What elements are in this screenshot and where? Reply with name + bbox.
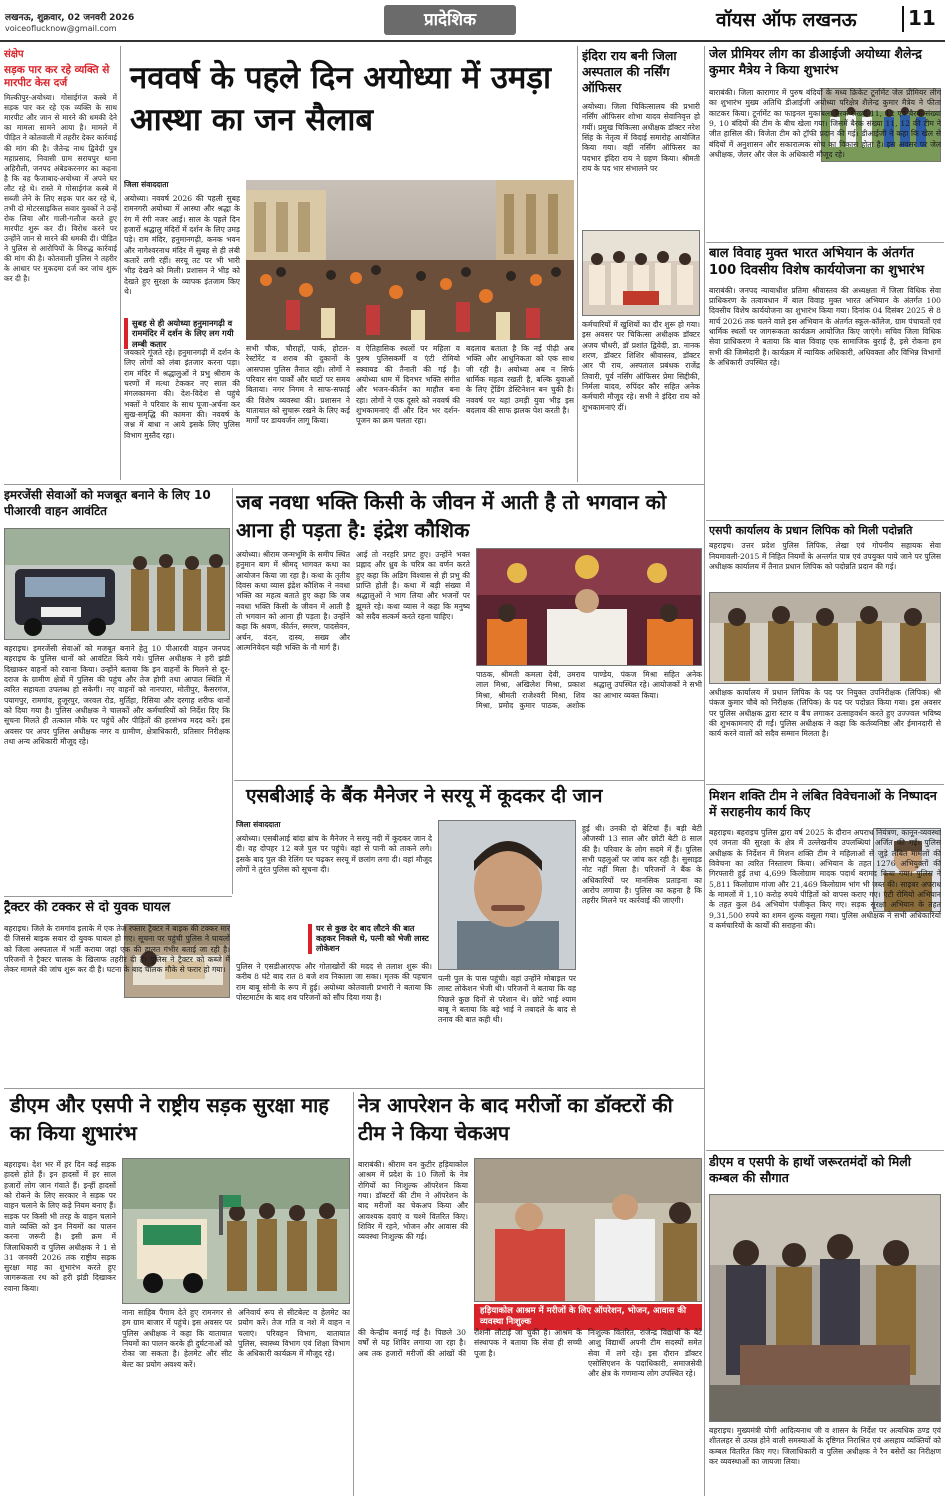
sp-office-body-2: अधीक्षक कार्यालय में प्रधान लिपिक के पद पर नियुक्त उपनिरीक्षक (लिपिक) श्री पंकज कुमार चौबे को निरीक्षक (लिपिक) के पद पर पदोन्नत किया गया। इस अवसर पर पुलिस अधीक्षक द्वारा स्टार व बैच लगाकर उत्साहवर्धन करते हुए उज्ज्वल भविष्य की शुभकामनाएं दी गईं। पुलिस अधीक्षक ने कहा कि कर्तव्यनिष्ठा और ईमानदारी से कार्य करने वालों को सदैव सम्मान मिलता है। xyxy=(709,688,941,739)
mission-body: बहराइच। बहराइच पुलिस द्वारा वर्ष 2025 के दौरान अपराध नियंत्रण, कानून-व्यवस्था एवं जनता की सुरक्षा के क्षेत्र में उल्लेखनीय उपलब्धियां अर्जित की गईं। पुलिस अधीक्षक के निर्देशन में मिशन शक्ति टीम ने महिलाओं से जुड़े लंबित मामलों की विवेचना का त्वरित निस्तारण किया। अभियान के तहत 1276 अभियुक्तों की गिरफ्तारी हुई तथा 4,699 किलोग्राम मादक पदार्थ बरामद किया गया। पुलिस ने 5,811 किलोग्राम गांजा और 21,469 किलोग्राम भांग भी जब्त की। साइबर अपराध के मामलों में 1,10 करोड़ रुपये पीड़ितों को वापस कराए गए। एंटी रोमियो अभियान के तहत कुल 84 अभियोग पंजीकृत किए गए। सड़क सुरक्षा अभियान के तहत 9,31,500 रुपये का शमन शुल्क वसूला गया। पुलिस अधीक्षक ने सभी अधिकारियों व कर्मचारियों के कार्यों की सराहना की। xyxy=(709,828,941,930)
jail-story xyxy=(709,46,941,240)
lead-body-4: व ऐतिहासिक स्थलों पर महिला व पुरुष पुलिसकर्मी व एंटी रोमियो स्क्वायड की तैनाती की गई है। अयोध्या धाम में दिनभर भक्ति संगीत और भजन-कीर्तन का माहौल बना रहा। लोगों ने एक दूसरे को नववर्ष की शुभकामनाएं दीं और दिन भर दर्शन-पूजन का क्रम चलता रहा। xyxy=(356,344,460,426)
road-safety-body-2: नाना साहिब पैगाम देते हुए रामनगर से हम ग्राम बाजार में पहुंचे। इस अवसर पर पुलिस अधीक्षक ने कहा कि यातायात नियमों का पालन करके ही दुर्घटनाओं को रोका जा सकता है। हेलमेट और सीट बेल्ट का प्रयोग अवश्य करें। xyxy=(122,1308,232,1369)
indira-story xyxy=(582,46,700,482)
brand-name: वॉयस ऑफ लखनऊ xyxy=(716,9,857,31)
blanket-story xyxy=(709,1154,941,1496)
tractor-headline: ट्रैक्टर की टक्कर से दो युवक घायल xyxy=(4,900,171,915)
indresh-body-2: आई तो नरहरि प्रगट हुए। उन्होंने भक्त प्रह्लाद और ध्रुव के चरित्र का वर्णन करते हुए कहा कि अडिग विश्वास से ही प्रभु की प्राप्ति होती है। कथा में बड़ी संख्या में श्रद्धालुओं ने भाग लिया और भजनों पर झूमते रहे। कथा व्यास ने कहा कि मनुष्य को सदैव सत्कर्म करते रहना चाहिए। xyxy=(356,550,470,621)
blanket-illustration xyxy=(710,1195,941,1422)
row-rule xyxy=(4,1088,704,1089)
issue-date: लखनऊ, शुक्रवार, 02 जनवरी 2026 xyxy=(5,13,135,23)
eye-camp-headline: नेत्र आपरेशन के बाद मरीजों का डॉक्टरों की टीम ने किया चेकअप xyxy=(358,1093,673,1145)
row-rule xyxy=(706,520,944,521)
flagoff-photo xyxy=(122,1158,350,1304)
header-bar xyxy=(0,0,945,42)
row-rule xyxy=(234,780,704,781)
eye-camp-body-3: निःशुल्क वितरित, राजेन्द्र विद्यार्थी के बेटे आशु विद्यार्थी अपनी टीम सदस्यों समेत सेवा में लगे रहे। इस दौरान डॉक्टर एसोसिएशन के पदाधिकारी, समाजसेवी और क्षेत्र के गणमान्य लोग उपस्थित रहे। xyxy=(588,1328,702,1379)
row-rule xyxy=(4,896,232,897)
lead-body-1: अयोध्या। नववर्ष 2026 की पहली सुबह रामनगरी अयोध्या में आस्था और श्रद्धा के रंग में रंगी नजर आई। साल के पहले दिन हजारों श्रद्धालु मंदिरों में दर्शन के लिए उमड़ पड़े। राम मंदिर, हनुमानगढ़ी, कनक भवन और नागेश्वरनाथ मंदिर में सुबह से ही लंबी कतारें लगी रहीं। सरयू तट पर भी भारी भीड़ देखने को मिली। प्रशासन ने भीड़ को देखते हुए सुरक्षा के व्यापक इंतजाम किए थे। xyxy=(124,194,240,296)
balvivah-headline: बाल विवाह मुक्त भारत अभियान के अंतर्गत 100 दिवसीय विशेष कार्ययोजना का शुभारंभ xyxy=(709,246,925,278)
promotion-photo xyxy=(709,592,941,684)
section-tab xyxy=(384,5,516,35)
lead-story xyxy=(124,46,574,482)
lead-body-5: बदलाव बताता है कि नई पीढ़ी अब भक्ति और आधुनिकता को एक साथ जी रही है। अयोध्या अब न सिर्फ धार्मिक महत्व रखती है, बल्कि युवाओं के लिए ट्रेंडिंग डेस्टिनेशन बन चुकी है। नववर्ष पर यहां उमड़ी युवा भीड़ इस बदलाव की साफ झलक पेश करती है। xyxy=(466,344,574,415)
road-safety-story xyxy=(4,1092,350,1496)
eye-checkup-photo xyxy=(474,1158,702,1302)
promotion-illustration xyxy=(710,593,941,684)
sbi-byline: जिला संवाददाता xyxy=(236,820,281,829)
eye-camp-body-1: बाराबंकी। श्रीराम वन कुटीर हड़ियाकोल आश्रम में प्रदेश के 10 जिलों के नेत्र रोगियों का निःशुल्क ऑपरेशन किया गया। डॉक्टरों की टीम ने ऑपरेशन के बाद मरीजों का चेकअप किया और आवश्यक दवाएं व चश्मे वितरित किए। शिविर में रहने, भोजन और आवास की व्यवस्था निःशुल्क की गई। xyxy=(358,1160,468,1242)
flagoff-illustration xyxy=(123,1159,350,1304)
sbi-body-4: हुई थी। उनकी दो बेटियां हैं। बड़ी बेटी औजस्वी 13 साल और छोटी बेटी 8 साल की है। परिवार के लोग सदमे में हैं। पुलिस सभी पहलुओं पर जांच कर रही है। सुसाइड नोट नहीं मिला है। परिजनों ने बैंक के अधिकारियों पर मानसिक प्रताड़ना का आरोप लगाया है। पुलिस का कहना है कि तहरीर मिलने पर कार्रवाई की जाएगी। xyxy=(582,824,702,906)
indresh-story xyxy=(236,488,702,778)
column-rule xyxy=(577,46,578,482)
eye-camp-story xyxy=(358,1092,702,1496)
sbi-body-2: पुलिस ने एसडीआरएफ और गोताखोरों की मदद से तलाश शुरू की। करीब 8 घंटे बाद रात 8 बजे शव निकाला जा सका। मृतक की पहचान राम बाबू सोनी के रूप में हुई। अयोध्या कोतवाली प्रभारी ने बताया कि पोस्टमार्टम के बाद शव परिजनों को सौंप दिया गया है। xyxy=(236,962,432,1002)
indira-headline: इंदिरा राय बनी जिला अस्पताल की नर्सिंग ऑफिसर xyxy=(582,48,677,95)
sbi-body-3: पत्नी पुल के पास पहुंची। वहां उन्होंने मोबाइल पर लास्ट लोकेशन भेजी थी। परिजनों ने बताया कि वह पिछले कुछ दिनों से परेशान थे। छोटे भाई श्याम बाबू ने बताया कि बड़े भाई ने तबादले के बाद से तनाव की बात कही थी। xyxy=(438,974,576,1025)
blanket-body: बहराइच। मुख्यमंत्री योगी आदित्यनाथ जी व शासन के निर्देश पर अत्यधिक ठण्ड एवं शीतलहर से उत्पन्न होने वाली समस्याओं के दृष्टिगत निराश्रित एवं असहाय व्यक्तियों को कम्बल वितरित किए गए। जिलाधिकारी व पुलिस अधीक्षक ने रैन बसेरों का निरीक्षण कर व्यवस्थाओं का जायजा लिया। xyxy=(709,1426,941,1466)
emergency-headline: इमरजेंसी सेवाओं को मजबूत बनाने के लिए 10 पीआरवी वाहन आवंटित xyxy=(4,488,211,518)
ayodhya-crowd-photo xyxy=(246,180,574,340)
police-vehicles-photo xyxy=(4,528,230,640)
road-safety-headline: डीएम और एसपी ने राष्ट्रीय सड़क सुरक्षा माह का किया शुभारंभ xyxy=(10,1093,329,1145)
indresh-headline: जब नवधा भक्ति किसी के जीवन में आती है तो भगवान को आना ही पड़ता है: इंद्रेश कौशिक xyxy=(236,490,667,542)
sp-office-headline: एसपी कार्यालय के प्रधान लिपिक को मिली पदोन्नति xyxy=(709,524,913,537)
eye-camp-body-2: की केन्द्रीय बनाई गई है। पिछले 30 वर्षों से यह शिविर लगाया जा रहा है। अब तक हजारों मरीजों की आंखों की रोशनी लौटाई जा चुकी है। आश्रम के संस्थापक ने बताया कि सेवा ही सच्ची पूजा है। xyxy=(358,1328,582,1358)
indresh-body-1: अयोध्या। श्रीराम जन्मभूमि के समीप स्थित हनुमान बाग में श्रीमद् भागवत कथा का आयोजन किया जा रहा है। कथा के तृतीय दिवस कथा व्यास इंद्रेश कौशिक ने नवधा भक्ति का महत्व बताते हुए कहा कि जब नवधा भक्ति किसी के जीवन में आती है तो भगवान को आना ही पड़ता है। उन्होंने कहा कि श्रवण, कीर्तन, स्मरण, पादसेवन, अर्चन, वंदन, दास्य, सख्य और आत्मनिवेदन यही भक्ति के नौ मार्ग हैं। xyxy=(236,550,350,652)
section-title: प्रादेशिक xyxy=(423,10,477,30)
jail-body: बाराबंकी। जिला कारागार में पुरुष बंदियों के मध्य क्रिकेट टूर्नामेंट जेल प्रीमियर लीग का शुभारंभ मुख्य अतिथि डीआईजी अयोध्या परिक्षेत्र शैलेन्द्र कुमार मैत्रेय ने फीता काटकर किया। टूर्नामेंट का फाइनल मुकाबला बैरक संख्या 11, 12 एवं बैरक संख्या 9, 10 बंदियों की टीम के बीच खेला गया। जिसमें बैरक संख्या 11, 12 की टीम ने जीत हासिल की। विजेता टीम को ट्रॉफी प्रदान की गई। डीआईजी ने कहा कि खेल से बंदियों में अनुशासन और सकारात्मक सोच का विकास होता है। इस अवसर पर जेल अधीक्षक, जेलर और जेल के अधिकारी मौजूद रहे। xyxy=(709,88,941,159)
vehicles-illustration xyxy=(5,529,230,640)
crowd-illustration xyxy=(246,180,574,340)
indresh-body-3: पाठक, श्रीमती कमला देवी, उमराव लाल मिश्रा, अखिलेश मिश्रा, प्रकाश मिश्रा, श्रीमती राजेश्वरी मिश्रा, शिव मिश्रा, प्रमोद कुमार पाठक, अशोक पाण्डेय, पंकज मिश्रा सहित अनेक श्रद्धालु उपस्थित रहे। आयोजकों ने सभी का आभार व्यक्त किया। xyxy=(476,670,702,710)
lead-headline: नववर्ष के पहले दिन अयोध्या में उमड़ा आस्था का जन सैलाब xyxy=(130,60,551,138)
balvivah-body: बाराबंकी। जनपद न्यायाधीश प्रतिमा श्रीवास्तव की अध्यक्षता में जिला विधिक सेवा प्राधिकरण के तत्वावधान में बाल विवाह मुक्त भारत अभियान के अंतर्गत 100 दिवसीय विशेष कार्ययोजना का शुभारंभ किया गया। दिनांक 04 दिसंबर 2025 से 8 मार्च 2026 तक चलने वाले इस अभियान के अंतर्गत स्कूल-कॉलेज, ग्राम पंचायतों एवं धार्मिक स्थलों पर जागरूकता कार्यक्रम आयोजित किए जाएंगे। सचिव जिला विधिक सेवा प्राधिकरण ने बताया कि बाल विवाह एक सामाजिक बुराई है, इसे रोकना हम सभी की जिम्मेदारी है। कार्यक्रम में न्यायिक अधिकारी, अधिवक्ता और विभिन्न विभागों के अधिकारी उपस्थित रहे। xyxy=(709,285,941,367)
row-rule xyxy=(4,484,704,485)
sbi-headline: एसबीआई के बैंक मैनेजर ने सरयू में कूदकर दी जान xyxy=(246,785,603,807)
emergency-body: बहराइच। इमरजेंसी सेवाओं को मजबूत बनाने हेतु 10 पीआरवी वाहन जनपद बहराइच के पुलिस थानों को आवंटित किये गये। पुलिस अधीक्षक ने हरी झंडी दिखाकर वाहनों को रवाना किया। उन्होंने बताया कि इन वाहनों के मिलने से दूर-दराज के ग्रामीण क्षेत्रों में पुलिस की पहुंच और तेज होगी तथा आपात स्थिति में त्वरित सहायता उपलब्ध हो सकेगी। नए वाहनों को नानपारा, मोतीपुर, कैसरगंज, पयागपुर, रामगांव, हुजूरपुर, जरवल रोड, मुर्तिहा, रिसिया और दरगाह शरीफ थानों को दिया गया है। पुलिस अधीक्षक ने चालकों और कर्मचारियों को निर्देश दिए कि सूचना मिलते ही तत्काल मौके पर पहुंचें और पीड़ितों की हरसंभव मदद करें। इस अवसर पर अपर पुलिस अधीक्षक नगर व ग्रामीण, क्षेत्राधिकारी, प्रतिसार निरीक्षक तथा अन्य अधिकारी मौजूद रहे। xyxy=(4,644,230,746)
page-divider xyxy=(902,6,904,32)
header-rule xyxy=(0,40,945,42)
brief-headline: सड़क पार कर रहे व्यक्ति से मारपीट केस दर्ज xyxy=(4,64,110,89)
sbi-body-1: अयोध्या। एसबीआई बांदा ब्रांच के मैनेजर ने सरयू नदी में कूदकर जान दे दी। वह दोपहर 12 बजे पुल पर पहुंचे। वहां से पानी को ताकने लगे। इसके बाद पुल की रेलिंग पर चढ़कर सरयू में छलांग लगा दी। वहां मौजूद लोगों ने तुरंत पुलिस को सूचना दी। xyxy=(236,834,432,874)
manager-illustration xyxy=(439,821,576,970)
sbi-caption: घर से कुछ देर बाद लौटने की बात कहकर निकले थे, पत्नी को भेजी लास्ट लोकेशन xyxy=(308,924,432,954)
column-rule xyxy=(704,46,705,1496)
column-rule xyxy=(120,46,121,480)
checkup-illustration xyxy=(475,1159,702,1302)
road-safety-body-3: अनिवार्य रूप से सीटबेल्ट व हेलमेट का प्रयोग करें। तेज गति व नशे में वाहन न चलाएं। परिवहन विभाग, यातायात पुलिस, स्वास्थ्य विभाग एवं शिक्षा विभाग के अधिकारी कार्यक्रम में मौजूद रहे। xyxy=(238,1308,350,1359)
indira-body: अयोध्या। जिला चिकित्सालय की प्रभारी नर्सिंग ऑफिसर शोभा यादव सेवानिवृत्त हो गयीं। प्रमुख चिकित्सा अधीक्षक डॉक्टर नरेश सिंह के नेतृत्व में विदाई समारोह आयोजित किया गया। वहीं नर्सिंग ऑफिसर का पदभार इंदिरा राय ने ग्रहण किया। श्रीमती राय के पद भार संभालने पर xyxy=(582,102,700,173)
sp-office-body: बहराइच। उत्तर प्रदेश पुलिस लिपिक, लेखा एवं गोपनीय सहायक सेवा नियमावली-2015 में निहित नियमों के अन्तर्गत पात्र एवं उपयुक्त पाये जाने पर पुलिस अधीक्षक कार्यालय में तैनात प्रधान लिपिक को पदोन्नति प्रदान की गई। xyxy=(709,541,941,571)
lead-byline: जिला संवाददाता xyxy=(124,180,169,189)
sp-office-story xyxy=(709,524,941,782)
page-number: 11 xyxy=(908,6,936,30)
tractor-story xyxy=(4,900,230,1086)
blanket-headline: डीएम व एसपी के हाथों जरूरतमंदों को मिली कम्बल की सौगात xyxy=(709,1154,911,1186)
column-rule xyxy=(232,488,233,894)
indira-body-2: कर्मचारियों में खुशियों का दौर शुरू हो गया। इस अवसर पर चिकित्सा अधीक्षक डॉक्टर अजय चौधरी, डॉ प्रशांत द्विवेदी, डा. नानक शरण, डॉक्टर शिशिर श्रीवास्तव, डॉक्टर आर पी राय, अस्पताल प्रबंधक राजेंद्र तिवारी, पूर्व नर्सिंग ऑफिसर प्रेमा सिद्दीकी, निर्मला यादव, रुपिंदर कौर सहित अनेक कर्मचारी मौजूद रहे। सभी ने इंदिरा राय को शुभकामनाएं दीं। xyxy=(582,320,700,412)
sbi-story xyxy=(236,784,702,1084)
manager-photo xyxy=(438,820,576,970)
mission-headline: मिशन शक्ति टीम ने लंबित विवेचनाओं के निष्पादन में सराहनीय कार्य किए xyxy=(709,788,937,820)
column-rule xyxy=(353,1092,354,1496)
katha-illustration xyxy=(477,549,702,666)
blanket-photo xyxy=(709,1194,941,1422)
brief-label: संक्षेप xyxy=(4,49,24,60)
mission-story xyxy=(709,788,941,1148)
lead-body-3: सभी चौक, चौराहों, पार्क, होटल-रेस्टोरेंट व शराब की दुकानों के आसपास पुलिस तैनात रही। लोगों ने परिवार संग पार्कों और घाटों पर समय बिताया। नगर निगम ने साफ-सफाई की विशेष व्यवस्था की। प्रशासन ने यातायात को सुचारू रखने के लिए कई मार्गों पर डायवर्जन लागू किया। xyxy=(246,344,350,426)
lead-caption: सुबह से ही अयोध्या हनुमानगढ़ी व राममंदिर में दर्शन के लिए लग गयी लम्बी कतार xyxy=(124,318,240,349)
eye-camp-caption: हड़ियाकोल आश्रम में मरीजों के लिए ऑपरेशन, भोजन, आवास की व्यवस्था निःशुल्क xyxy=(474,1304,702,1330)
email-address[interactable]: voiceoflucknow@gmail.com xyxy=(5,24,117,33)
katha-photo xyxy=(476,548,702,666)
row-rule xyxy=(706,1150,944,1151)
nurses-photo xyxy=(582,230,700,316)
brief-body: मिल्कीपुर-अयोध्या। गोसाईगंज कस्बे में सड़क पार कर रहे एक व्यक्ति के साथ मारपीट और जान से मारने की धमकी देने का मामला सामने आया है। मामले में पीड़ित ने कोतवाली में तहरीर देकर कार्रवाई की मांग की है। जैतेन्द्र नाथ द्विवेदी पुत्र महाप्रसाद, निवासी ग्राम सरायपुर थाना अहिरौली, जनपद अंबेडकरनगर का कहना है कि वह फैजाबाद-अयोध्या में अपने घर लौट रहे थे। रास्ते मे गोसाईगंज कस्बे में सब्जी लेने के लिए सड़क पार कर रहे थे, तभी दो मोटरसाइकिल सवार युवकों ने उन्हें रोक लिया और गाली-गलौज करते हुए मारपीट शुरू कर दी। विरोध करने पर उन्होंने जान से मारने की धमकी दी। पीड़ित ने पुलिस से आरोपियों के विरुद्ध कार्रवाई की मांग की है। कोतवाली पुलिस ने तहरीर के आधार पर मुकदमा दर्ज कर जांच शुरू कर दी है। xyxy=(4,93,117,284)
brief-column xyxy=(4,46,117,480)
jail-headline: जेल प्रीमियर लीग का डीआईजी अयोध्या शैलेन्द्र कुमार मैत्रेय ने किया शुभारंभ xyxy=(709,46,922,78)
row-rule xyxy=(706,784,944,785)
road-safety-body: बहराइच। देश भर में हर दिन कई सड़क हादसे होते हैं। इन हादसों में हर साल हजारों लोग जान गंवाते हैं। इन्हीं हादसों को रोकने के लिए सरकार ने सड़क पर वाहन चलाने के लिए कड़े नियम बनाए हैं। सड़क पर किसी भी तरह के वाहन चलाने वाले व्यक्ति को इन नियमों का पालन करना जरूरी है। इसी क्रम में जिलाधिकारी व पुलिस अधीक्षक ने 1 से 31 जनवरी 2026 तक राष्ट्रीय सड़क सुरक्षा माह का शुभारंभ करते हुए जागरूकता रथ को हरी झंडी दिखाकर रवाना किया। xyxy=(4,1160,116,1293)
row-rule xyxy=(706,242,944,243)
tractor-body: बहराइच। जिले के रामगांव इलाके में एक तेज रफ्तार ट्रैक्टर ने बाइक की टक्कर मार दी जिससे बाइक सवार दो युवक घायल हो गए। सूचना पर पहुंची पुलिस ने घायलों को जिला अस्पताल में भर्ती कराया जहां एक की हालत गंभीर बताई जा रही है। परिजनों ने ट्रैक्टर चालक के खिलाफ तहरीर दी है। पुलिस ने ट्रैक्टर को कब्जे में लेकर मामले की जांच शुरू कर दी है। घटना के बाद चालक मौके से फरार हो गया। xyxy=(4,924,230,975)
lead-body-2: जयकारे गूंजते रहे। हनुमानगढ़ी में दर्शन के लिए लोगों को लंबा इंतजार करना पड़ा। राम मंदिर में श्रद्धालुओं ने प्रभु श्रीराम के चरणों में मत्था टेककर नए साल की मंगलकामना की। देश-विदेश से पहुंचे भक्तों ने परिवार के साथ पूजा-अर्चना कर सुख-समृद्धि की कामना की। नववर्ष के जश्न में बाधा न आये इसके लिए पुलिस विभाग मुस्तैद रहा। xyxy=(124,348,240,440)
balvivah-story xyxy=(709,246,941,518)
nurses-illustration xyxy=(583,231,700,316)
emergency-story xyxy=(4,488,230,894)
